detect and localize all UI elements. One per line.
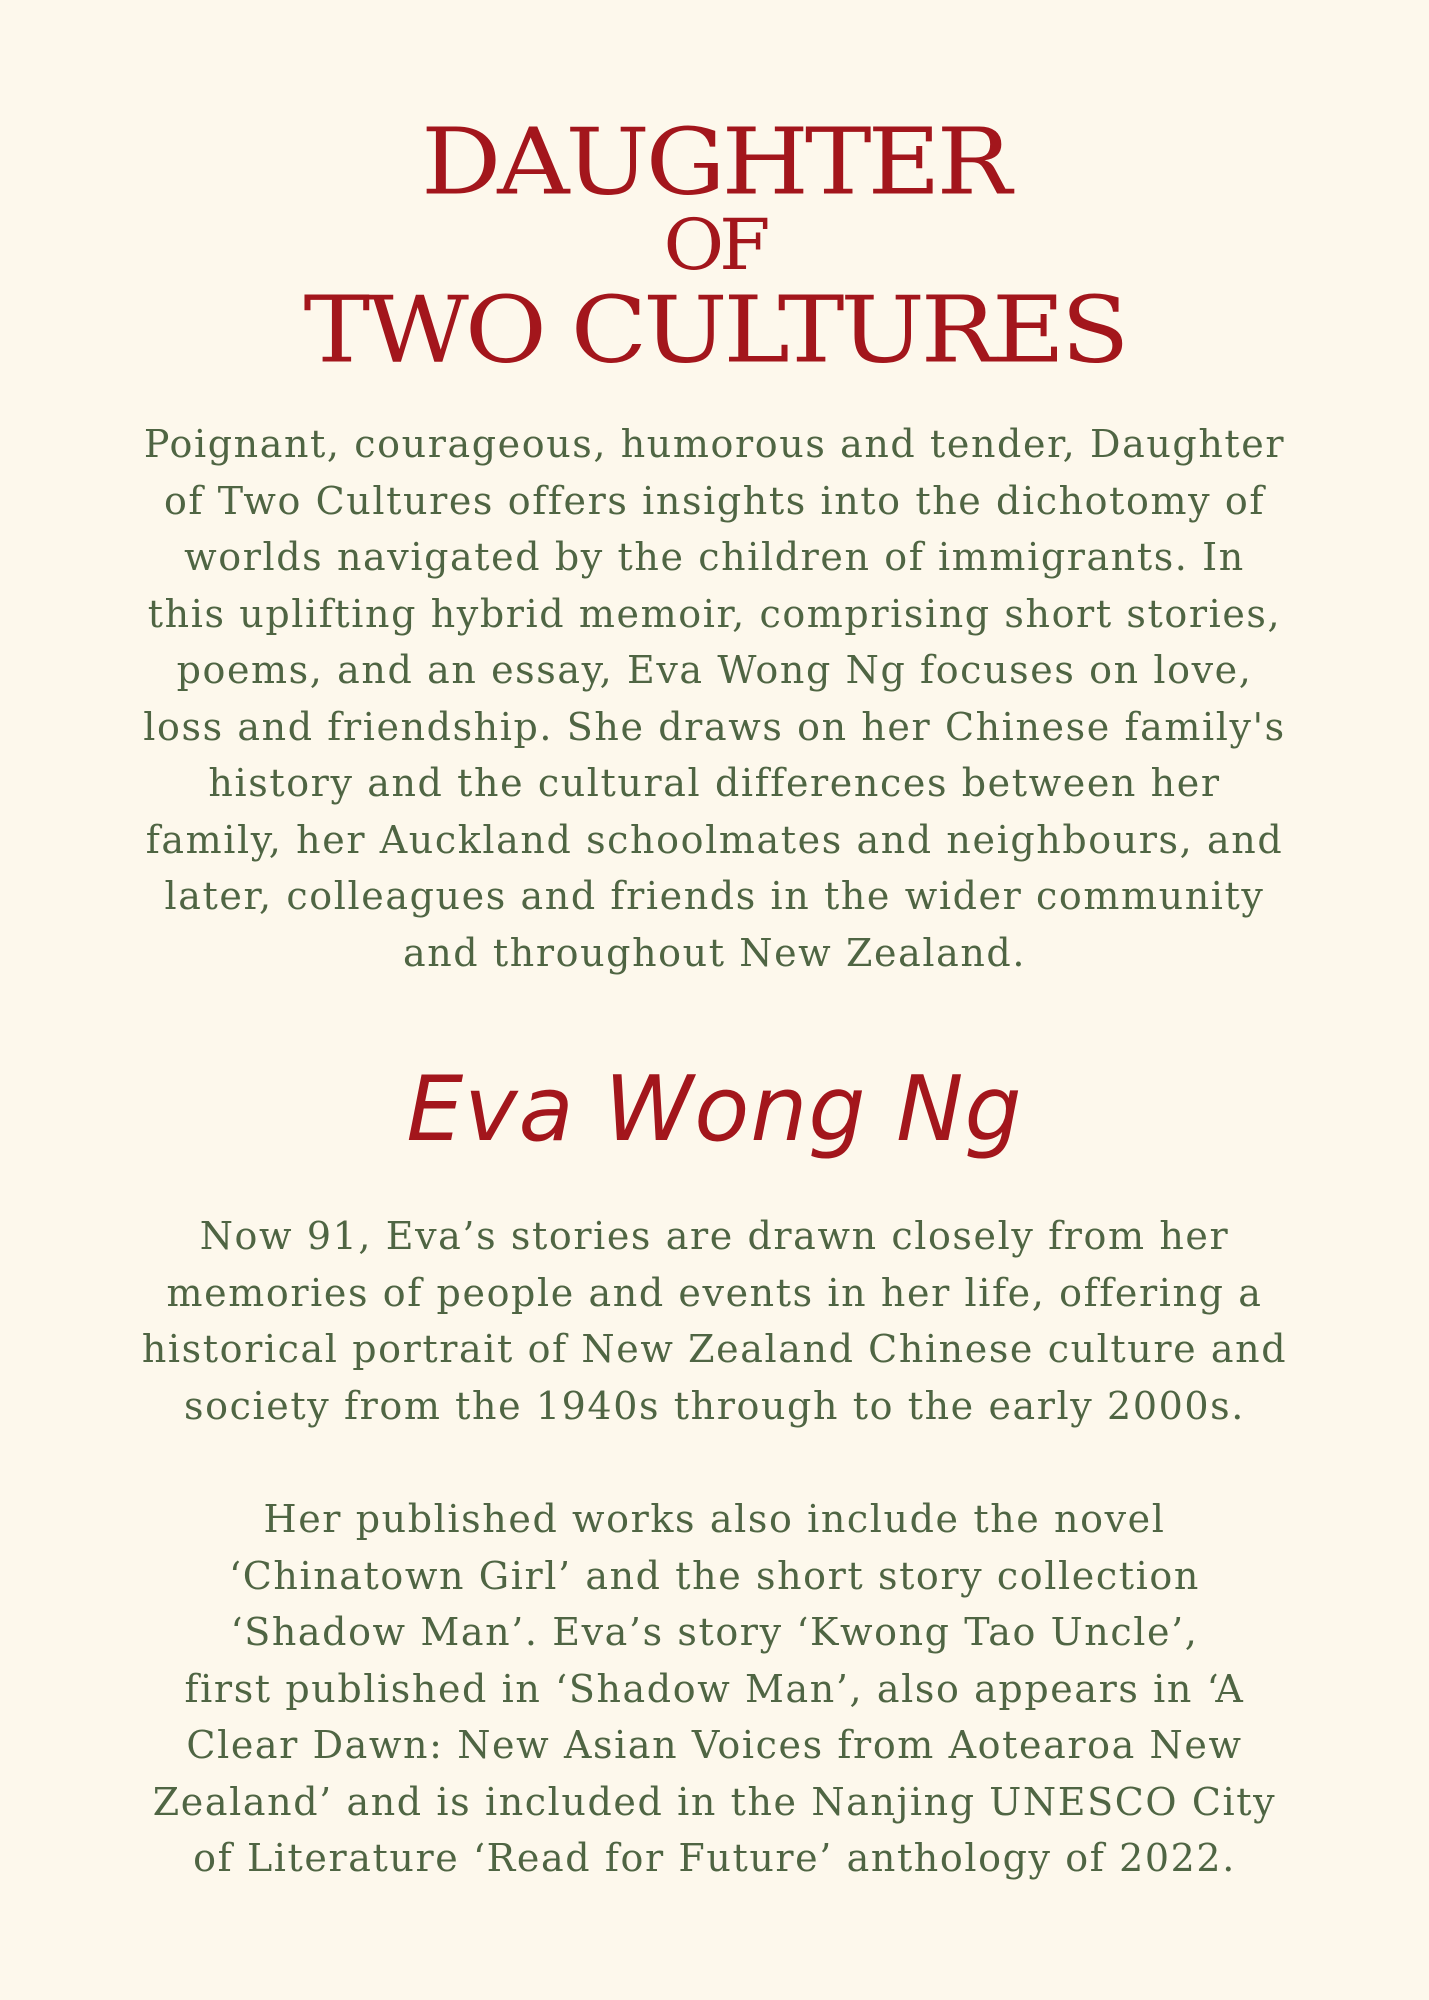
description-line: loss and friendship. She draws on her Chinese family's — [143, 704, 1286, 749]
title-line-two-cultures: TWO CULTURES — [303, 275, 1126, 384]
description-line: worlds navigated by the children of immigrants. In — [184, 535, 1245, 579]
bio-line: ‘Chinatown Girl’ and the short story collection — [229, 1553, 1200, 1598]
description-line: of Two Cultures offers insights into the dichotomy of — [163, 478, 1266, 523]
bio-line: society from the 1940s through to the early 2000s. — [184, 1383, 1245, 1428]
description-line: later, colleagues and friends in the wider community — [164, 874, 1265, 918]
description-line: this uplifting hybrid memoir, comprising short stories, — [147, 591, 1282, 636]
bio-line: of Literature ‘Read for Future’ anthology of 2022. — [193, 1836, 1236, 1880]
bio-line: memories of people and events in her life, offering a — [166, 1270, 1263, 1315]
author-bio-paragraph-1 — [110, 1208, 1319, 1434]
bio-line: Clear Dawn: New Asian Voices from Aotearoa New — [186, 1723, 1243, 1767]
bio-line: Zealand’ and is included in the Nanjing UNESCO City — [152, 1779, 1277, 1824]
bio-line: ‘Shadow Man’. Eva’s story ‘Kwong Tao Uncle’, — [230, 1610, 1199, 1654]
description-line: history and the cultural differences between her — [208, 761, 1221, 805]
description-line: poems, and an essay, Eva Wong Ng focuses on love, — [176, 648, 1253, 692]
bio-line: Now 91, Eva’s stories are drawn closely from her — [199, 1214, 1230, 1258]
description-line: Poignant, courageous, humorous and tender, Daughter — [143, 422, 1286, 466]
description-line: family, her Auckland schoolmates and neighbours, and — [145, 817, 1284, 862]
author-bio-paragraph-2 — [110, 1491, 1319, 1887]
description-line: and throughout New Zealand. — [402, 930, 1027, 975]
bio-line: first published in ‘Shadow Man’, also appears in ‘A — [184, 1666, 1245, 1711]
bio-line: historical portrait of New Zealand Chinese culture and — [141, 1327, 1288, 1371]
book-description — [110, 416, 1319, 981]
author-name: Eva Wong Ng — [406, 1057, 1023, 1162]
title-line-daughter: DAUGHTER — [421, 107, 1008, 216]
title-line-of: OF — [663, 204, 766, 286]
bio-line: Her published works also include the novel — [263, 1497, 1166, 1541]
